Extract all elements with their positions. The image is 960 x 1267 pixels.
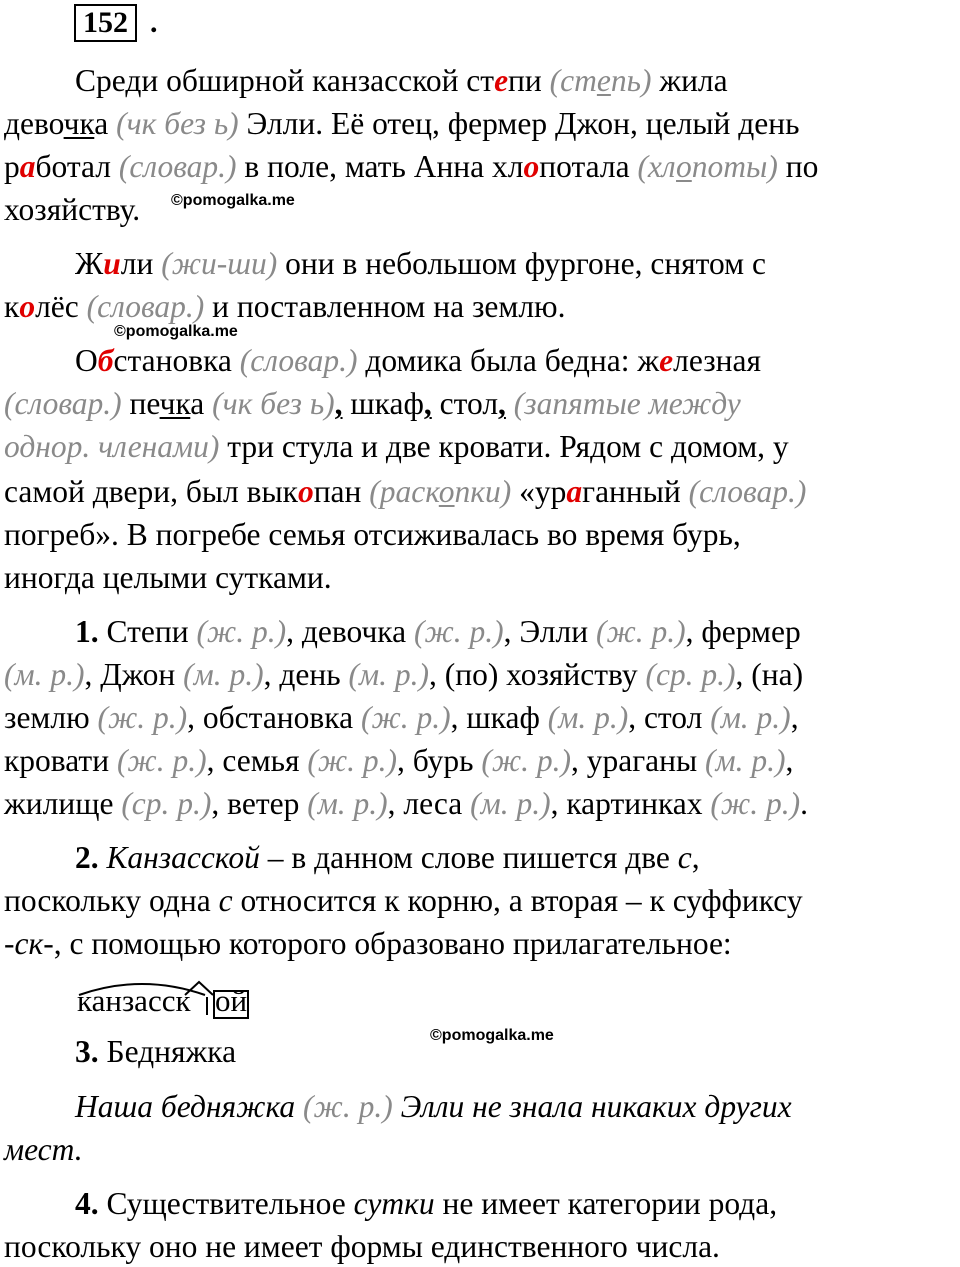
morph-root: канзасск [77, 983, 191, 1018]
morph-ending: ой [215, 983, 248, 1018]
task1-line-1: 1. Степи (ж. р.), девочка (ж. р.), Элли (ж. р.), фермер [75, 614, 801, 649]
text-line-9: однор. членами) три стула и две кровати. Рядом с домом, у [4, 429, 789, 464]
task3-line-1: 3. Бедняжка [75, 1034, 237, 1069]
text-line-3: работал (словар.) в поле, мать Анна хлопотала (хлопоты) по [4, 149, 819, 184]
task1-line-2: (м. р.), Джон (м. р.), день (м. р.), (по) хозяйству (ср. р.), (на) [4, 657, 804, 692]
task2-line-2: поскольку одна с относится к корню, а вторая – к суффиксу [4, 883, 803, 918]
task4-line-1: 4. Существительное сутки не имеет категории рода, [75, 1186, 778, 1221]
task2-line-3: -ск-, с помощью которого образовано прилагательное: [4, 926, 732, 961]
text-line-7: Обстановка (словар.) домика была бедна: железная [75, 343, 762, 378]
task3-line-2: Наша бедняжка (ж. р.) Элли не знала никаких других [75, 1089, 792, 1124]
text-line-12: иногда целыми сутками. [4, 560, 332, 595]
task2-line-1: 2. Канзасской – в данном слове пишется две с, [75, 840, 700, 875]
text-line-8: (словар.) печка (чк без ь), шкаф, стол, (запятые между [4, 386, 741, 421]
task1-line-3: землю (ж. р.), обстановка (ж. р.), шкаф (м. р.), стол (м. р.), [4, 700, 799, 735]
text-line-1: Среди обширной канзасской степи (степь) жила [75, 63, 728, 98]
exercise-number-dot: . [150, 6, 158, 39]
task1-line-5: жилище (ср. р.), ветер (м. р.), леса (м. р.), картинках (ж. р.). [4, 786, 808, 821]
watermark: ©pomogalka.me [114, 323, 238, 340]
text-line-10: самой двери, был выкопан (раскопки) «ураганный (словар.) [4, 474, 807, 509]
exercise-number: 152 [74, 4, 137, 42]
morpheme-parse [77, 975, 257, 1023]
text-line-6: колёс (словар.) и поставленном на землю. [4, 289, 566, 324]
task3-line-3: мест. [4, 1132, 83, 1167]
task4-line-2: поскольку оно не имеет формы единственного числа. [4, 1229, 720, 1264]
text-line-11: погреб». В погребе семья отсиживалась во время бурь, [4, 517, 741, 552]
text-line-5: Жили (жи-ши) они в небольшом фургоне, снятом с [75, 246, 766, 281]
text-line-4: хозяйству. [4, 192, 141, 227]
watermark: ©pomogalka.me [171, 192, 295, 209]
text-line-2: девочка (чк без ь) Элли. Её отец, фермер Джон, целый день [4, 106, 800, 141]
watermark: ©pomogalka.me [430, 1027, 554, 1044]
task1-line-4: кровати (ж. р.), семья (ж. р.), бурь (ж. р.), ураганы (м. р.), [4, 743, 794, 778]
